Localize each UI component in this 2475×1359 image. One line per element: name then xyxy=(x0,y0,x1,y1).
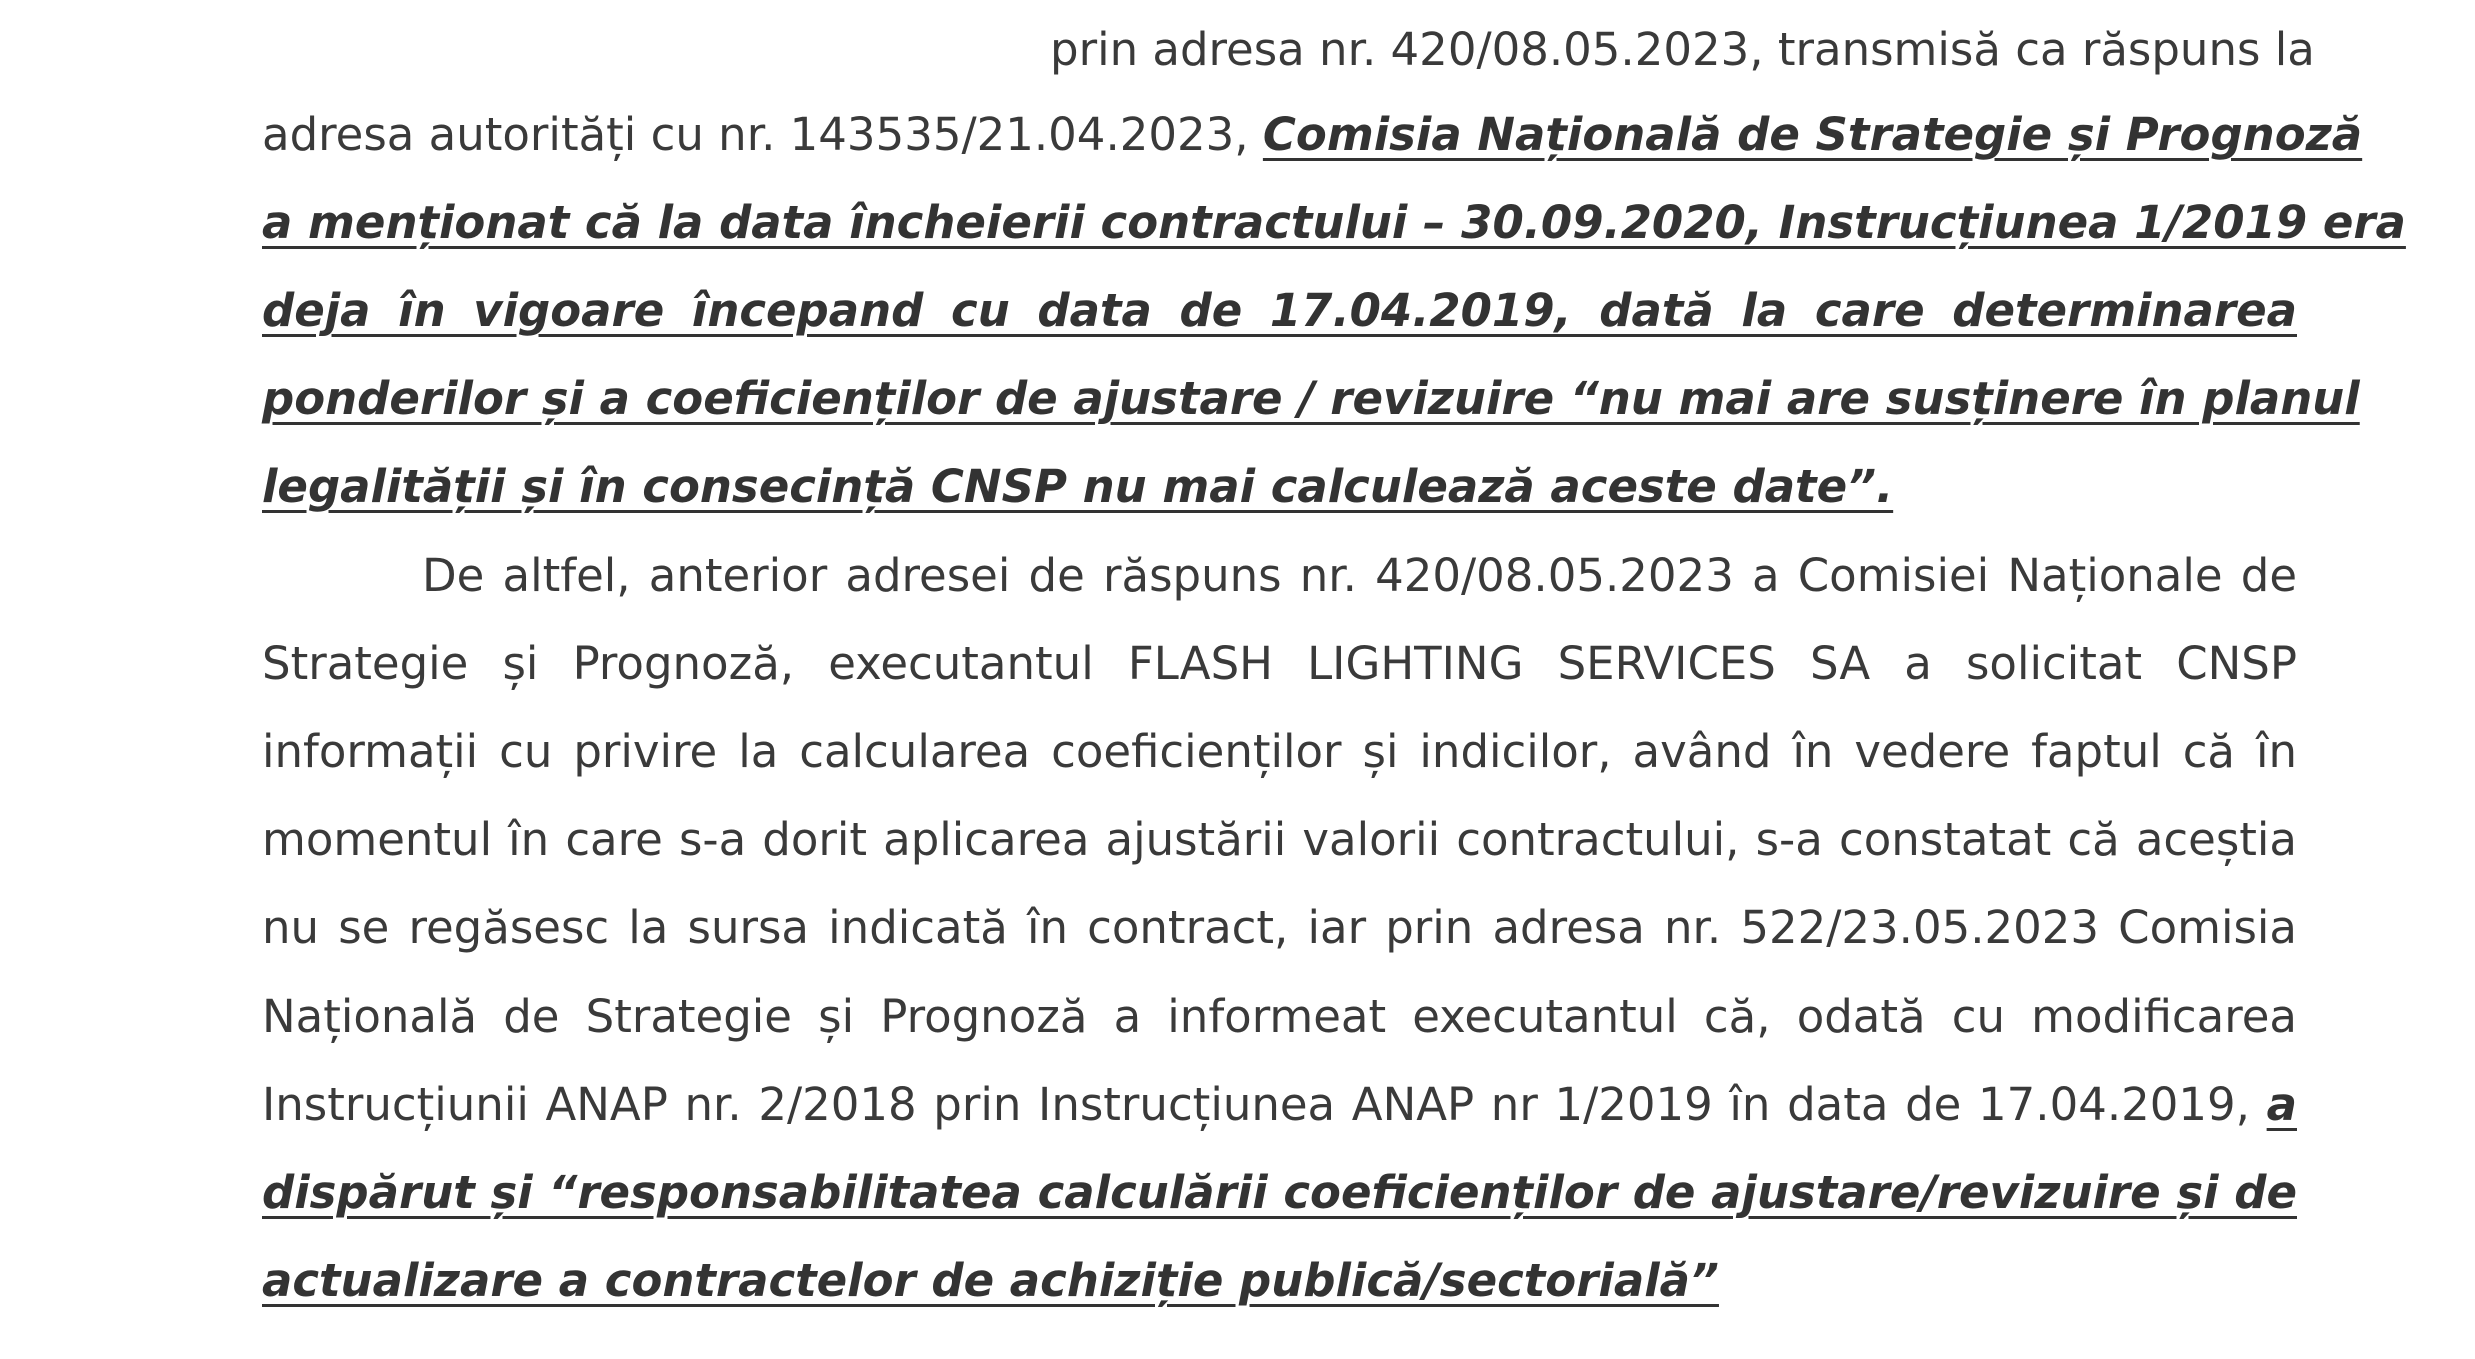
emphasized-text: legalității și în consecință CNSP nu mai calculează aceste date”. xyxy=(262,460,1894,513)
emphasized-text: a menționat că la data încheierii contractului – 30.09.2020, Instrucțiunea 1/2019 era xyxy=(262,196,2406,249)
body-text: Națională de Strategie și Prognoză a informeat executantul că, odată cu modificarea xyxy=(262,990,2297,1043)
text-line xyxy=(262,193,2406,253)
body-text: informații cu privire la calcularea coeficienților și indicilor, având în vedere faptul că în xyxy=(262,725,2297,778)
emphasized-text: deja în vigoare începand cu data de 17.04.2019, dată la care determinarea xyxy=(262,284,2297,337)
text-line xyxy=(262,281,2297,341)
text-line xyxy=(262,1163,2297,1223)
text-line xyxy=(262,987,2297,1047)
emphasized-text: a xyxy=(2266,1078,2297,1131)
body-text: adresa autorități cu nr. 143535/21.04.2023, xyxy=(262,108,1263,161)
emphasized-text: actualizare a contractelor de achiziție publică/sectorială” xyxy=(262,1254,1719,1307)
text-line xyxy=(1050,20,2315,80)
body-text: nu se regăsesc la sursa indicată în contract, iar prin adresa nr. 522/23.05.2023 Comisia xyxy=(262,901,2297,954)
body-text: Instrucțiunii ANAP nr. 2/2018 prin Instrucțiunea ANAP nr 1/2019 în data de 17.04.2019, xyxy=(262,1078,2267,1131)
text-line xyxy=(262,810,2297,870)
emphasized-text: dispărut și “responsabilitatea calculării coeficienților de ajustare/revizuire și de xyxy=(262,1166,2297,1219)
body-text: prin adresa nr. 420/08.05.2023, transmisă ca răspuns la xyxy=(1050,23,2315,76)
text-line xyxy=(262,898,2297,958)
body-text: Strategie și Prognoză, executantul FLASH LIGHTING SERVICES SA a solicitat CNSP xyxy=(262,637,2297,690)
text-line xyxy=(262,634,2297,694)
text-line xyxy=(422,546,2297,606)
text-line xyxy=(262,457,2297,517)
text-line xyxy=(262,722,2297,782)
body-text: De altfel, anterior adresei de răspuns nr. 420/08.05.2023 a Comisiei Naționale de xyxy=(422,549,2297,602)
text-line xyxy=(262,369,2360,429)
body-text: momentul în care s-a dorit aplicarea ajustării valorii contractului, s-a constatat că aceștia xyxy=(262,813,2297,866)
text-line xyxy=(262,105,2363,165)
emphasized-text: Comisia Națională de Strategie și Prognoză xyxy=(1262,108,2363,161)
emphasized-text: ponderilor și a coeficienților de ajustare / revizuire “nu mai are susținere în planul xyxy=(262,372,2360,425)
text-line xyxy=(262,1251,2297,1311)
text-line xyxy=(262,1075,2297,1135)
